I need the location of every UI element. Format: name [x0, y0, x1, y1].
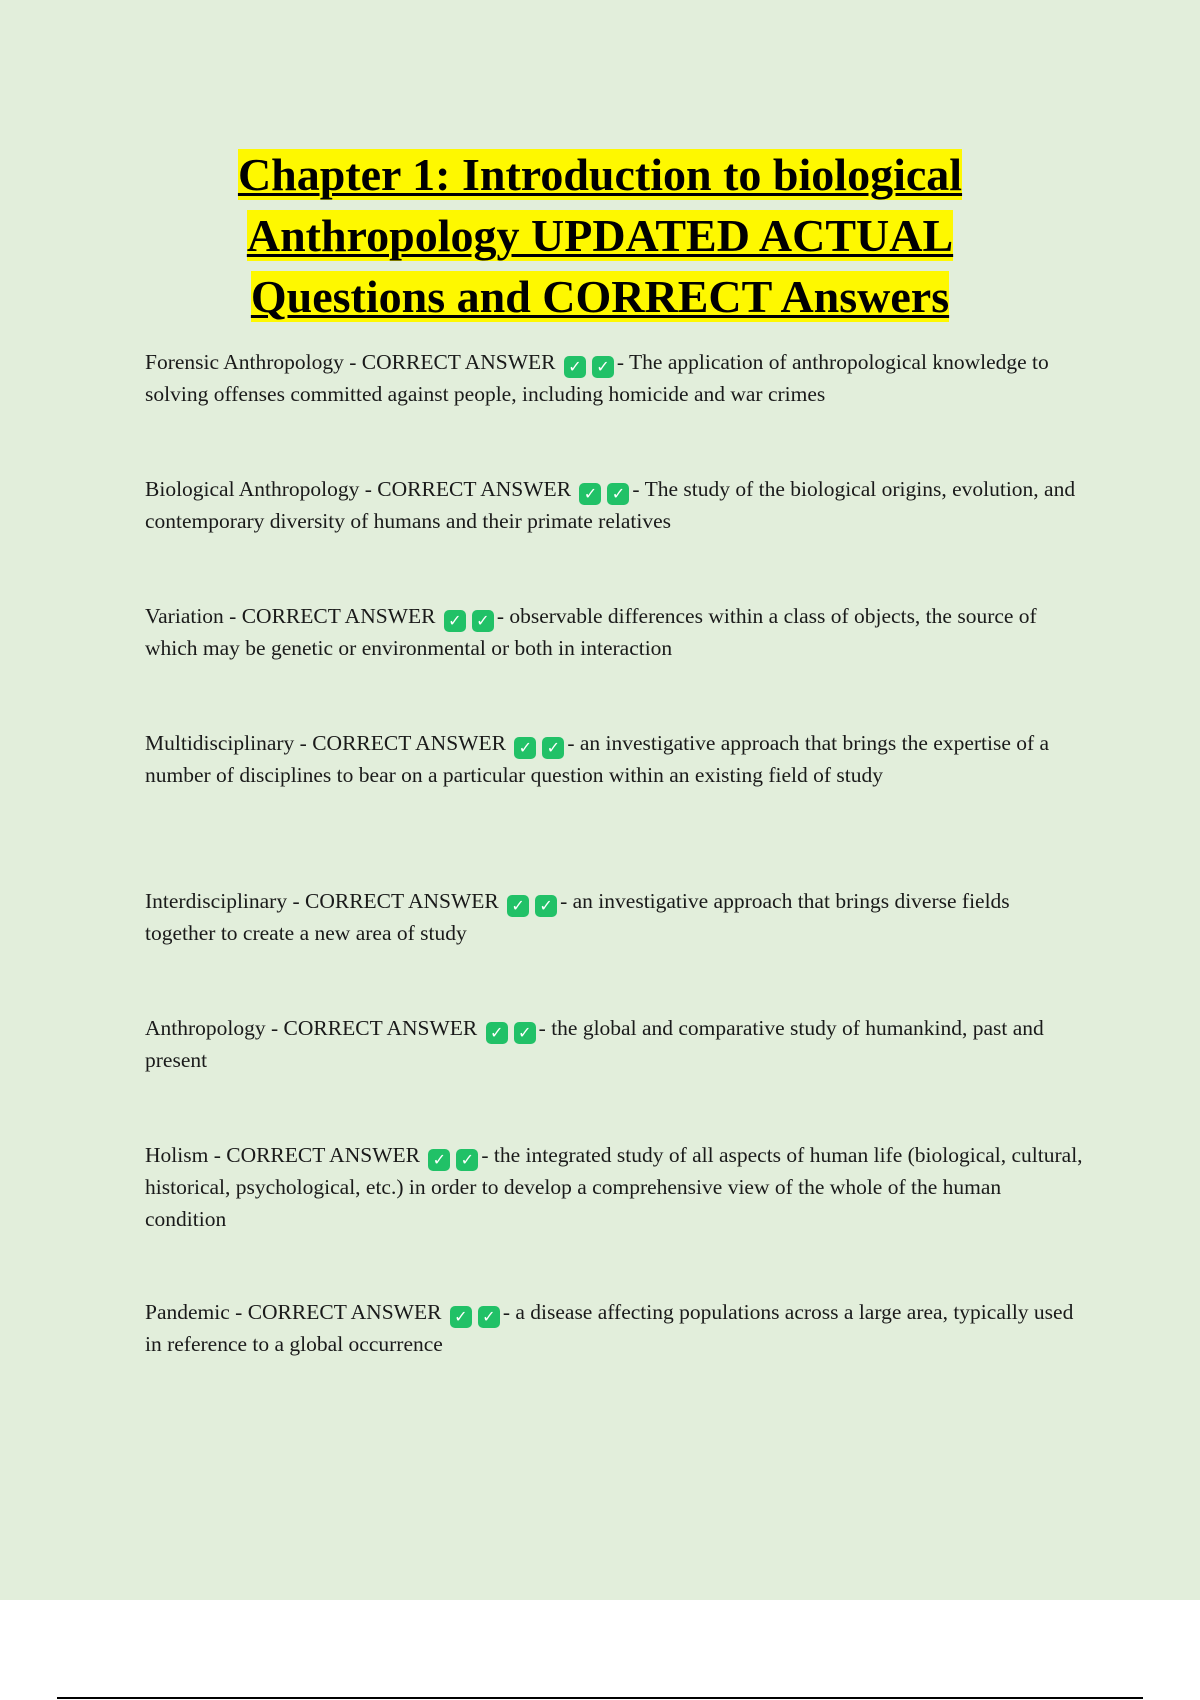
- qa-entry: [145, 885, 1085, 949]
- qa-entry: [145, 1012, 1085, 1076]
- check-mark-icon: ✓: [428, 1149, 450, 1171]
- entry-definition: - The study of the biological origins, evolution, and contemporary diversity of humans and their primate relatives: [145, 477, 1076, 533]
- qa-entry: [145, 1296, 1085, 1360]
- check-mark-icon: ✓: [607, 483, 629, 505]
- footer-divider: [57, 1697, 1143, 1699]
- check-mark-icon: ✓: [514, 737, 536, 759]
- qa-entry: [145, 727, 1085, 791]
- qa-entry: [145, 600, 1085, 664]
- document-title: [100, 144, 1100, 327]
- entry-term: Pandemic - CORRECT ANSWER: [145, 1300, 442, 1324]
- check-mark-icon: ✓: [478, 1306, 500, 1328]
- check-mark-icon: ✓: [542, 737, 564, 759]
- title-line-1: Chapter 1: Introduction to biological: [237, 149, 963, 200]
- check-mark-icon: ✓: [444, 610, 466, 632]
- check-mark-icon: ✓: [535, 895, 557, 917]
- check-mark-icon: ✓: [579, 483, 601, 505]
- entry-term: Interdisciplinary - CORRECT ANSWER: [145, 889, 499, 913]
- title-line-3: Questions and CORRECT Answers: [250, 271, 950, 322]
- check-mark-icon: ✓: [450, 1306, 472, 1328]
- entry-term: Holism - CORRECT ANSWER: [145, 1143, 420, 1167]
- check-mark-icon: ✓: [472, 610, 494, 632]
- check-mark-icon: ✓: [564, 356, 586, 378]
- entry-definition: - a disease affecting populations across a large area, typically used in reference to a global occurrence: [145, 1300, 1074, 1356]
- entry-term: Variation - CORRECT ANSWER: [145, 604, 436, 628]
- qa-entry: [145, 346, 1085, 410]
- check-mark-icon: ✓: [514, 1022, 536, 1044]
- entry-definition: - the integrated study of all aspects of human life (biological, cultural, historical, psychological, etc.) in order to develop a comprehensive view of the whole of the human condition: [145, 1143, 1083, 1231]
- check-mark-icon: ✓: [592, 356, 614, 378]
- entry-term: Biological Anthropology - CORRECT ANSWER: [145, 477, 572, 501]
- entry-term: Multidisciplinary - CORRECT ANSWER: [145, 731, 506, 755]
- check-mark-icon: ✓: [456, 1149, 478, 1171]
- title-line-2: Anthropology UPDATED ACTUAL: [246, 210, 954, 261]
- qa-entry: [145, 473, 1085, 537]
- check-mark-icon: ✓: [486, 1022, 508, 1044]
- entry-definition: - the global and comparative study of humankind, past and present: [145, 1016, 1044, 1072]
- entry-term: Forensic Anthropology - CORRECT ANSWER: [145, 350, 556, 374]
- entry-definition: - an investigative approach that brings the expertise of a number of disciplines to bear on a particular question within an existing field of study: [145, 731, 1050, 787]
- entry-definition: - observable differences within a class of objects, the source of which may be genetic or environmental or both in interaction: [145, 604, 1037, 660]
- entry-term: Anthropology - CORRECT ANSWER: [145, 1016, 478, 1040]
- entry-definition: - an investigative approach that brings diverse fields together to create a new area of study: [145, 889, 1010, 945]
- check-mark-icon: ✓: [507, 895, 529, 917]
- entry-definition: - The application of anthropological knowledge to solving offenses committed against people, including homicide and war crimes: [145, 350, 1049, 406]
- qa-entry: [145, 1139, 1085, 1235]
